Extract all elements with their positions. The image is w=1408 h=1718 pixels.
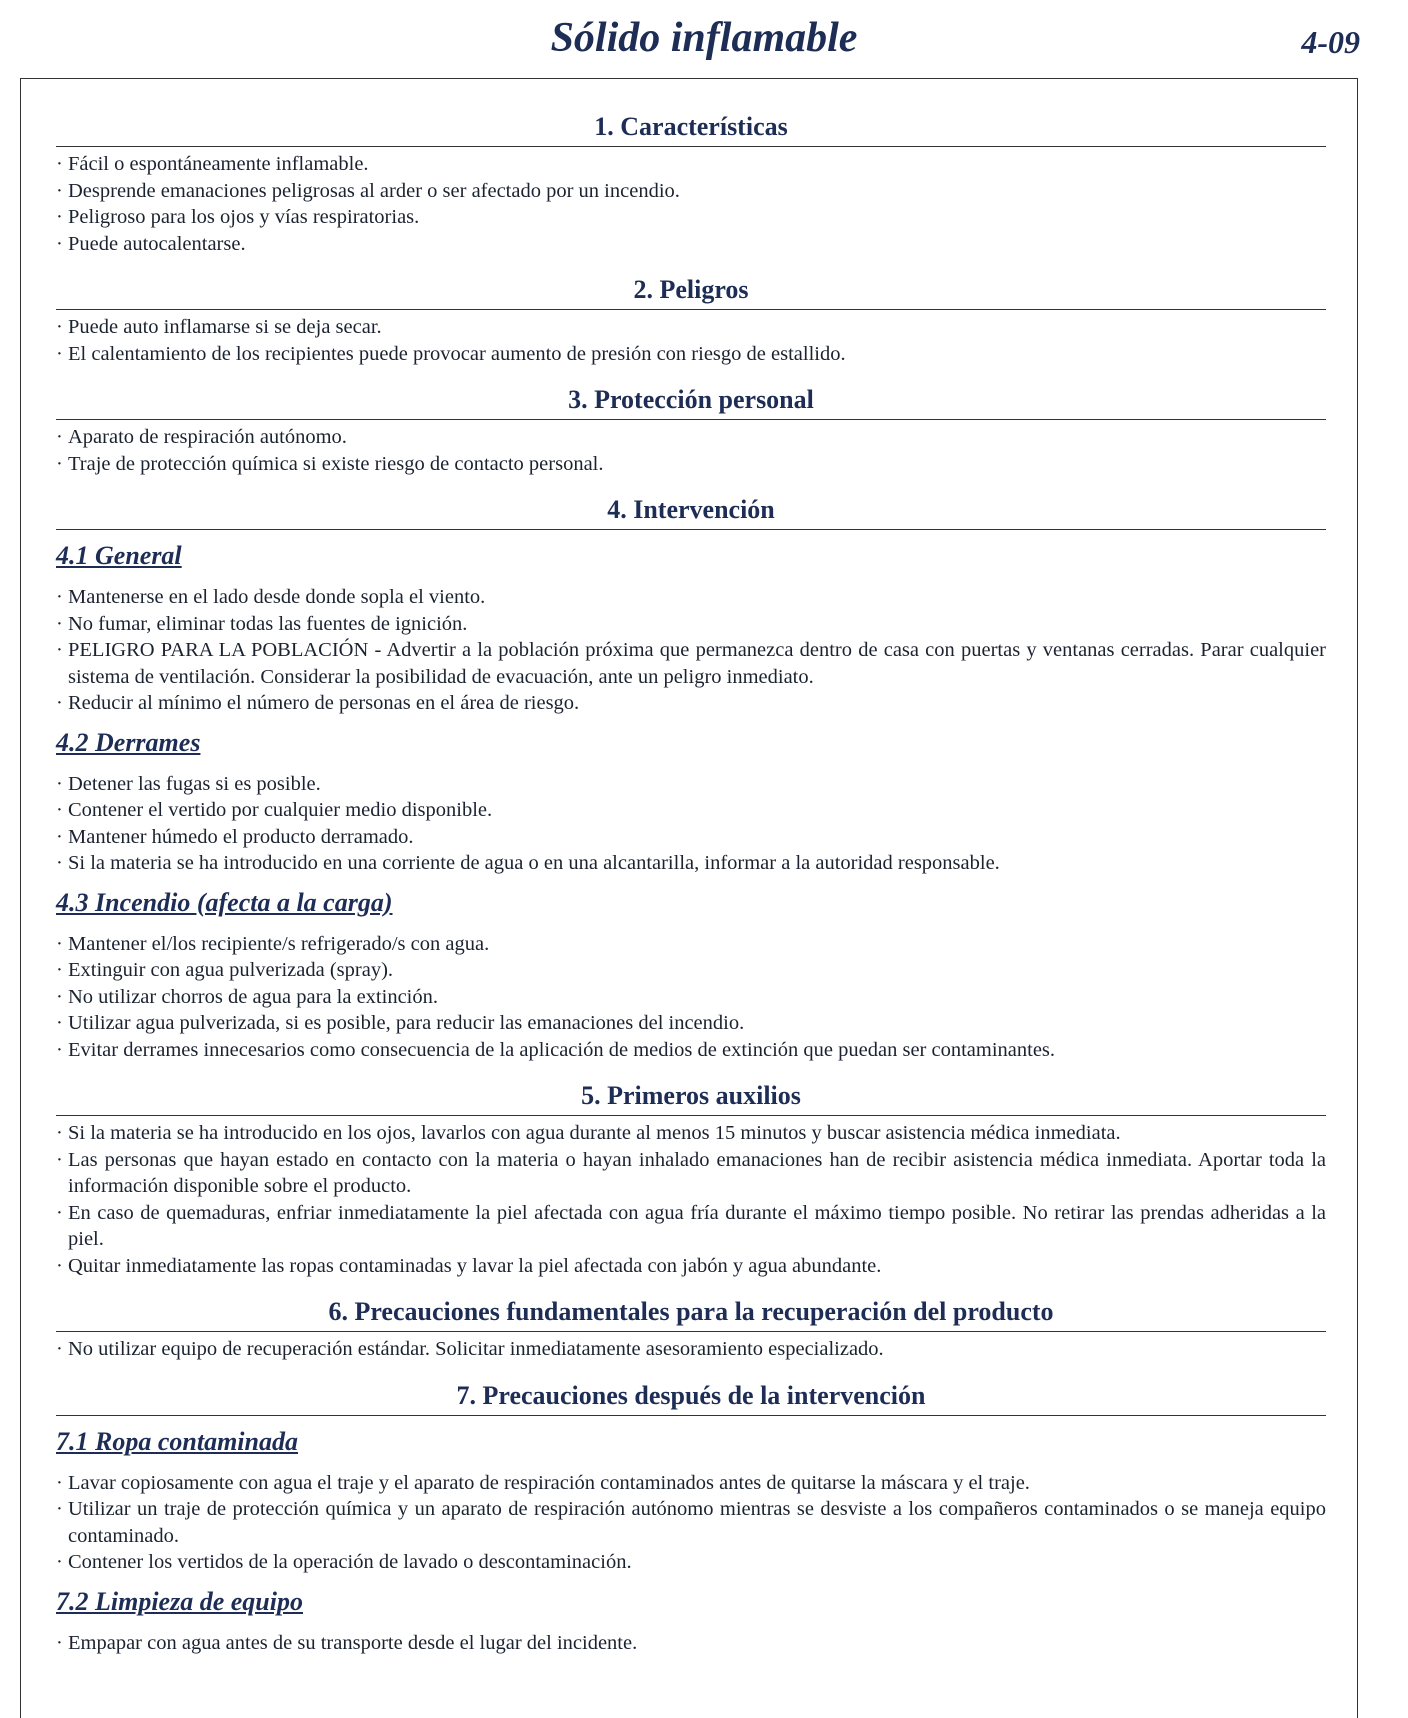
subsection-heading-incendio: 4.3 Incendio (afecta a la carga) <box>56 887 393 917</box>
subsection-heading-ropa: 7.1 Ropa contaminada <box>56 1426 298 1456</box>
list-item: · Utilizar agua pulverizada, si es posible, para reducir las emanaciones del incendio. <box>56 1010 1326 1037</box>
bullet-list <box>56 314 1326 367</box>
section-caracteristicas <box>56 110 1326 257</box>
list-item: · No fumar, eliminar todas las fuentes de ignición. <box>56 611 1326 638</box>
section-heading: 3. Protección personal <box>56 383 1326 420</box>
list-item: · No utilizar equipo de recuperación estándar. Solicitar inmediatamente asesoramiento especializado. <box>56 1336 1326 1363</box>
section-primeros-auxilios <box>56 1079 1326 1279</box>
bullet-list <box>56 1336 1326 1363</box>
list-item: · Detener las fugas si es posible. <box>56 771 1326 798</box>
section-heading: 7. Precauciones después de la intervención <box>56 1379 1326 1416</box>
list-item: · Si la materia se ha introducido en una corriente de agua o en una alcantarilla, informar a la autoridad responsable. <box>56 850 1326 877</box>
subsection-heading-derrames: 4.2 Derrames <box>56 727 201 757</box>
list-item: · Reducir al mínimo el número de personas en el área de riesgo. <box>56 690 1326 717</box>
list-item: · Empapar con agua antes de su transporte desde el lugar del incidente. <box>56 1630 1326 1657</box>
list-item: · Puede auto inflamarse si se deja secar. <box>56 314 1326 341</box>
bullet-list <box>56 1120 1326 1279</box>
list-item: · Lavar copiosamente con agua el traje y el aparato de respiración contaminados antes de quitarse la máscara y el traje. <box>56 1470 1326 1497</box>
section-heading: 5. Primeros auxilios <box>56 1079 1326 1116</box>
list-item: · Mantener húmedo el producto derramado. <box>56 824 1326 851</box>
list-item: · Traje de protección química si existe riesgo de contacto personal. <box>56 451 1326 478</box>
section-proteccion-personal <box>56 383 1326 477</box>
list-item: · Evitar derrames innecesarios como consecuencia de la aplicación de medios de extinción que puedan ser contaminantes. <box>56 1037 1326 1064</box>
bullet-list <box>56 1470 1326 1576</box>
list-item: · No utilizar chorros de agua para la extinción. <box>56 984 1326 1011</box>
list-item: · Utilizar un traje de protección química y un aparato de respiración autónomo mientras se desviste a los compañeros contaminados o se maneja equipo contaminado. <box>56 1496 1326 1549</box>
section-heading: 1. Características <box>56 110 1326 147</box>
section-heading: 2. Peligros <box>56 273 1326 310</box>
bullet-list <box>56 151 1326 257</box>
subsection-heading-general: 4.1 General <box>56 541 182 570</box>
list-item: · Fácil o espontáneamente inflamable. <box>56 151 1326 178</box>
list-item: · En caso de quemaduras, enfriar inmediatamente la piel afectada con agua fría durante el máximo tiempo posible. No retirar las prendas adheridas a la piel. <box>56 1200 1326 1253</box>
list-item: · Peligroso para los ojos y vías respiratorias. <box>56 204 1326 231</box>
list-item: · Extinguir con agua pulverizada (spray). <box>56 957 1326 984</box>
list-item: · Las personas que hayan estado en contacto con la materia o hayan inhalado emanaciones han de recibir asistencia médica inmediata. Aportar toda la información disponible sobre el producto. <box>56 1147 1326 1200</box>
bullet-list <box>56 1630 1326 1657</box>
bullet-list <box>56 424 1326 477</box>
list-item: · Mantenerse en el lado desde donde sopla el viento. <box>56 584 1326 611</box>
subsection-heading-limpieza: 7.2 Limpieza de equipo <box>56 1586 303 1616</box>
list-item: · Contener el vertido por cualquier medio disponible. <box>56 797 1326 824</box>
list-item: · Quitar inmediatamente las ropas contaminadas y lavar la piel afectada con jabón y agua abundante. <box>56 1253 1326 1280</box>
bullet-list <box>56 771 1326 877</box>
section-precauciones-despues <box>56 1379 1326 1657</box>
list-item: · Mantener el/los recipiente/s refrigerado/s con agua. <box>56 931 1326 958</box>
list-item: · PELIGRO PARA LA POBLACIÓN - Advertir a la población próxima que permanezca dentro de casa con puertas y ventanas cerradas. Parar cualquier sistema de ventilación. Considerar la posibilidad de evacuación, ante un peligro inmediato. <box>56 637 1326 690</box>
page-code: 4-09 <box>1301 24 1360 60</box>
page-title: Sólido inflamable <box>550 15 858 61</box>
document-body <box>56 110 1326 1672</box>
section-heading: 6. Precauciones fundamentales para la recuperación del producto <box>56 1295 1326 1332</box>
list-item: · El calentamiento de los recipientes puede provocar aumento de presión con riesgo de estallido. <box>56 341 1326 368</box>
bullet-list <box>56 584 1326 717</box>
list-item: · Si la materia se ha introducido en los ojos, lavarlos con agua durante al menos 15 minutos y buscar asistencia médica inmediata. <box>56 1120 1326 1147</box>
section-precauciones-recuperacion <box>56 1295 1326 1363</box>
list-item: · Puede autocalentarse. <box>56 231 1326 258</box>
section-peligros <box>56 273 1326 367</box>
list-item: · Aparato de respiración autónomo. <box>56 424 1326 451</box>
list-item: · Desprende emanaciones peligrosas al arder o ser afectado por un incendio. <box>56 178 1326 205</box>
section-heading: 4. Intervención <box>56 493 1326 530</box>
bullet-list <box>56 931 1326 1064</box>
section-intervencion <box>56 493 1326 1063</box>
list-item: · Contener los vertidos de la operación de lavado o descontaminación. <box>56 1549 1326 1576</box>
